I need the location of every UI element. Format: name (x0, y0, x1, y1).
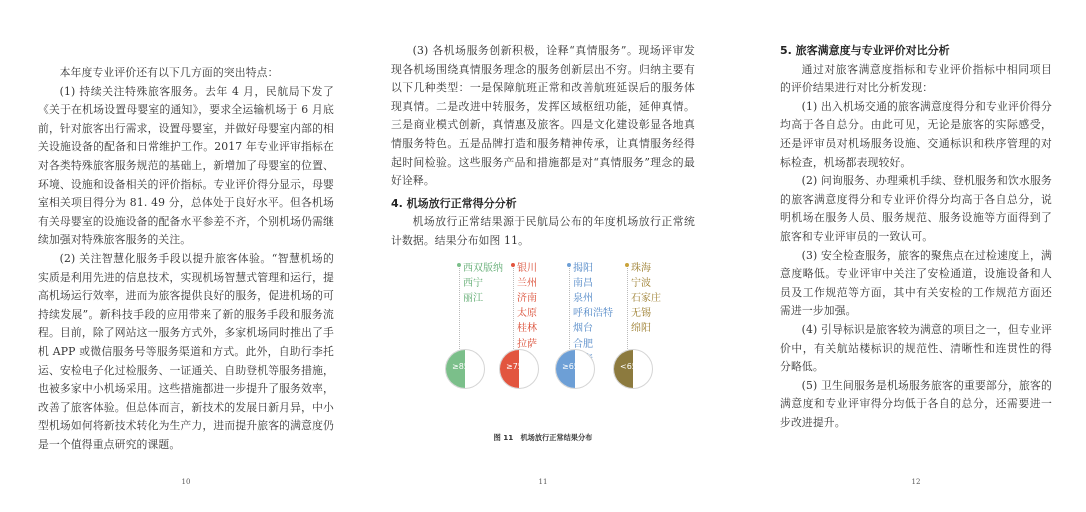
city-label: 珠海 (631, 262, 651, 274)
city-label: 丽江 (463, 292, 483, 304)
range-label: ≥85 (452, 361, 469, 371)
paragraph: 通过对旅客满意度指标和专业评价指标中相同项目的评价结果进行对比分析发现： (780, 62, 1052, 95)
paragraph: 机场放行正常结果源于民航局公布的年度机场放行正常统计数据。结果分布如图 11。 (391, 215, 695, 247)
range-label: ≥75 (506, 361, 523, 371)
group-ge65 (562, 261, 621, 421)
city-label: 济南 (517, 292, 537, 304)
section-heading: 4. 机场放行正常得分分析 (391, 196, 517, 210)
city-label: 绵阳 (631, 323, 651, 335)
city-label: 太原 (517, 308, 537, 320)
page-11 (391, 0, 695, 512)
paragraph: (3) 安全检查服务，旅客的聚焦点在过检速度上，满意度略低。专业评审中关注了安检通道，设施设备和人员及工作规范等方面，其中有关安检的工作规范方面还需进一步加强。 (780, 248, 1052, 318)
city-label: 兰州 (517, 277, 537, 289)
city-list (517, 261, 537, 352)
page-12-body (780, 42, 1052, 432)
page-number: 12 (911, 478, 921, 486)
top-dot (567, 263, 571, 267)
city-label: 西双版纳 (463, 262, 503, 274)
top-dot (625, 263, 629, 267)
paragraph: (1) 持续关注特殊旅客服务。去年 4 月，民航局下发了《关于在机场设置母婴室的通知》，要求全运输机场于 6 月底前，针对旅客出行需求，设置母婴室，并做好母婴室内部的相关设施设备的配备和日常维护工作。2017 年专业评审指标在对各类特殊旅客服务规范的基础上，新增加了母婴室的位置、环境、设施和设备相关的评价指标。专业评价得分显示，母婴室相关项目得分为 81. 49 分，总体处于良好水平。但各机场有关母婴室的设施设备的配备水平参差不齐，个别机场仍需继续加强对特殊旅客服务的关注。 (38, 84, 334, 247)
range-circle (445, 349, 485, 389)
group-lt65 (620, 261, 679, 421)
range-circle (613, 349, 653, 389)
city-label: 石家庄 (631, 292, 661, 304)
group-ge75 (506, 261, 565, 421)
page-number: 10 (181, 478, 191, 486)
range-circle (499, 349, 539, 389)
paragraph: (2) 问询服务、办理乘机手续、登机服务和饮水服务的旅客满意度得分和专业评价得分均高于各自总分，说明机场在服务人员、服务规范、服务设施等方面得到了旅客和专业评审员的一致认可。 (780, 174, 1052, 243)
figure-caption: 图 11 机场放行正常结果分布 (493, 432, 593, 442)
page-10-body (38, 64, 334, 454)
figure-11 (391, 261, 695, 453)
paragraph: (4) 引导标识是旅客较为满意的项目之一，但专业评价中，有关航站楼标识的规范性、清晰性和连贯性的得分略低。 (780, 322, 1052, 374)
city-label: 泉州 (573, 292, 593, 304)
city-label: 银川 (517, 262, 537, 274)
page-12 (780, 0, 1052, 512)
city-label: 烟台 (573, 323, 593, 335)
page-11-body (391, 42, 695, 453)
city-label: 合肥 (573, 338, 593, 350)
paragraph: (2) 关注智慧化服务手段以提升旅客体验。“智慧机场的实质是利用先进的信息技术，实现机场智慧式管理和运行，提高机场运行效率，进而为旅客提供良好的服务，促进机场的可持续发展”。新科技手段的应用带来了新的服务手段和服务流程。目前，除了网站这一服务方式外，多家机场同时推出了手机 APP 或微信服务号等服务渠道和方式。此外，自助行李托运、安检电子化过检服务、一证通关、自助登机等服务措施，也被多家中小机场采用。这些措施都进一步提升了服务效率，改善了旅客体验。但总体而言，新技术的发展日新月异，中小型机场如何将新技术转化为生产力，进而提升旅客的满意度仍是一个值得重点研究的课题。 (38, 251, 334, 451)
top-dot (511, 263, 515, 267)
section-heading: 5. 旅客满意度与专业评价对比分析 (780, 44, 950, 57)
range-label: <65 (620, 361, 637, 371)
group-ge85 (452, 261, 511, 421)
city-label: 南昌 (573, 277, 593, 289)
city-label: 揭阳 (573, 262, 593, 274)
paragraph: (3) 各机场服务创新积极，诠释“真情服务”。现场评审发现各机场围绕真情服务理念的服务创新层出不穷。归纳主要有以下几种类型：一是保障航班正常和改善航班延误后的服务体现真情。二是改进中转服务，发挥区域枢纽功能，延伸真情。三是商业模式创新，真情惠及旅客。四是文化建设彰显各地真情服务特色。五是品牌打造和服务精神传承，让真情服务经得起时间检验。这些服务产品和措施都是对“真情服务”理念的最好诠释。 (391, 44, 695, 188)
page-number: 11 (538, 478, 548, 486)
range-circle (555, 349, 595, 389)
city-label: 无锡 (631, 308, 651, 320)
paragraph: (5) 卫生间服务是机场服务旅客的重要部分，旅客的满意度和专业评审得分均低于各自的总分，还需要进一步改进提升。 (780, 378, 1052, 429)
top-dot (457, 263, 461, 267)
paragraph: 本年度专业评价还有以下几方面的突出特点： (59, 66, 279, 79)
city-label: 西宁 (463, 277, 483, 289)
paragraph: (1) 出入机场交通的旅客满意度得分和专业评价得分均高于各自总分。由此可见，无论是旅客的实际感受，还是评审员对机场服务设施、交通标识和秩序管理的对标检查，机场都表现较好。 (780, 99, 1052, 169)
city-list (463, 261, 503, 307)
city-label: 拉萨 (517, 338, 537, 350)
city-label: 宁波 (631, 277, 651, 289)
city-label: 呼和浩特 (573, 308, 613, 320)
city-list (631, 261, 661, 337)
city-label: 桂林 (517, 323, 537, 335)
page-10 (38, 0, 334, 512)
range-label: ≥65 (562, 361, 579, 371)
